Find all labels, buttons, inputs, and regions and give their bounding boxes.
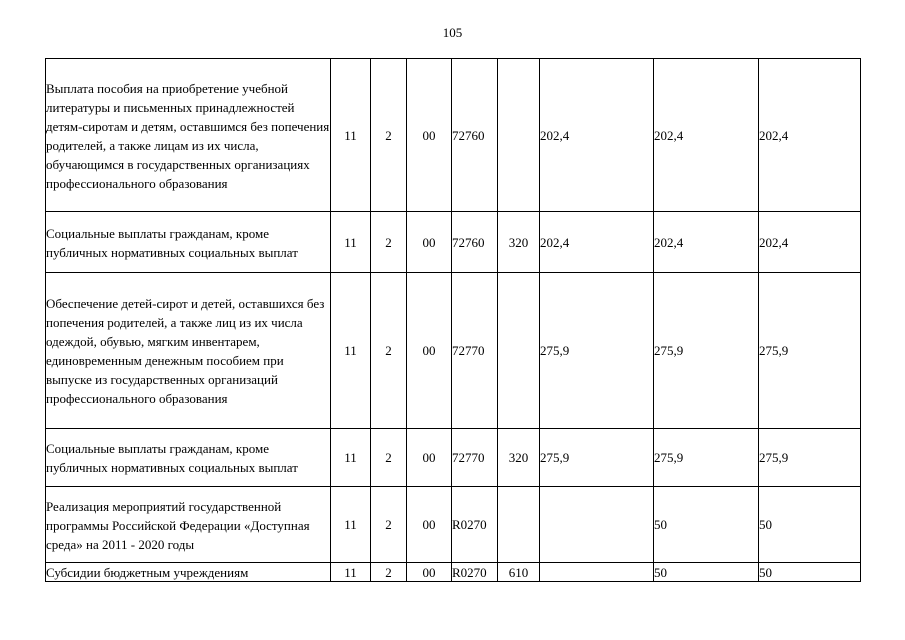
amount-year-3: 275,9 (759, 429, 861, 487)
subsection-cell: 2 (371, 563, 407, 582)
row-description: Реализация мероприятий государственной программы Российской Федерации «Доступная среда» на 2011 - 2020 годы (46, 487, 331, 563)
subsection-cell: 2 (371, 487, 407, 563)
amount-year-1: 202,4 (540, 59, 654, 212)
section-cell: 11 (331, 273, 371, 429)
subsection-cell: 2 (371, 59, 407, 212)
program-cell: 00 (407, 429, 452, 487)
target-article-cell: 72770 (452, 429, 498, 487)
page-number: 105 (442, 25, 463, 40)
expense-type-cell: 320 (498, 429, 540, 487)
expense-type-cell (498, 59, 540, 212)
subsection-cell: 2 (371, 212, 407, 273)
amount-year-3: 202,4 (759, 212, 861, 273)
amount-year-3: 275,9 (759, 273, 861, 429)
row-description: Социальные выплаты гражданам, кроме публичных нормативных социальных выплат (46, 429, 331, 487)
amount-year-2: 202,4 (654, 212, 759, 273)
amount-year-2: 50 (654, 563, 759, 582)
target-article-cell: 72760 (452, 59, 498, 212)
program-cell: 00 (407, 59, 452, 212)
section-cell: 11 (331, 212, 371, 273)
target-article-cell: 72770 (452, 273, 498, 429)
program-cell: 00 (407, 212, 452, 273)
expense-type-cell (498, 487, 540, 563)
amount-year-3: 202,4 (759, 59, 861, 212)
target-article-cell: R0270 (452, 563, 498, 582)
section-cell: 11 (331, 429, 371, 487)
section-cell: 11 (331, 59, 371, 212)
target-article-cell: R0270 (452, 487, 498, 563)
table-row (46, 429, 861, 487)
subsection-cell: 2 (371, 429, 407, 487)
table-row (46, 59, 861, 212)
amount-year-1 (540, 487, 654, 563)
subsection-cell: 2 (371, 273, 407, 429)
table-row (46, 212, 861, 273)
table-row (46, 273, 861, 429)
target-article-cell: 72760 (452, 212, 498, 273)
row-description: Обеспечение детей-сирот и детей, оставшихся без попечения родителей, а также лиц из их числа одеждой, обувью, мягким инвентарем, единовременным денежным пособием при выпуске из государственных организаций профессионального образования (46, 273, 331, 429)
program-cell: 00 (407, 487, 452, 563)
program-cell: 00 (407, 563, 452, 582)
row-description: Социальные выплаты гражданам, кроме публичных нормативных социальных выплат (46, 212, 331, 273)
row-description: Субсидии бюджетным учреждениям (46, 563, 331, 582)
budget-table (45, 58, 861, 582)
section-cell: 11 (331, 563, 371, 582)
amount-year-1: 275,9 (540, 273, 654, 429)
amount-year-2: 50 (654, 487, 759, 563)
amount-year-2: 275,9 (654, 273, 759, 429)
amount-year-1: 275,9 (540, 429, 654, 487)
expense-type-cell (498, 273, 540, 429)
amount-year-1: 202,4 (540, 212, 654, 273)
amount-year-3: 50 (759, 487, 861, 563)
expense-type-cell: 610 (498, 563, 540, 582)
expense-type-cell: 320 (498, 212, 540, 273)
amount-year-2: 275,9 (654, 429, 759, 487)
table-row (46, 487, 861, 563)
row-description: Выплата пособия на приобретение учебной литературы и письменных принадлежностей детям-сиротам и детям, оставшимся без попечения родителей, а также лицам из их числа, обучающимся в государственных организациях профессионального образования (46, 59, 331, 212)
program-cell: 00 (407, 273, 452, 429)
amount-year-3: 50 (759, 563, 861, 582)
table-row (46, 563, 861, 582)
section-cell: 11 (331, 487, 371, 563)
amount-year-2: 202,4 (654, 59, 759, 212)
amount-year-1 (540, 563, 654, 582)
